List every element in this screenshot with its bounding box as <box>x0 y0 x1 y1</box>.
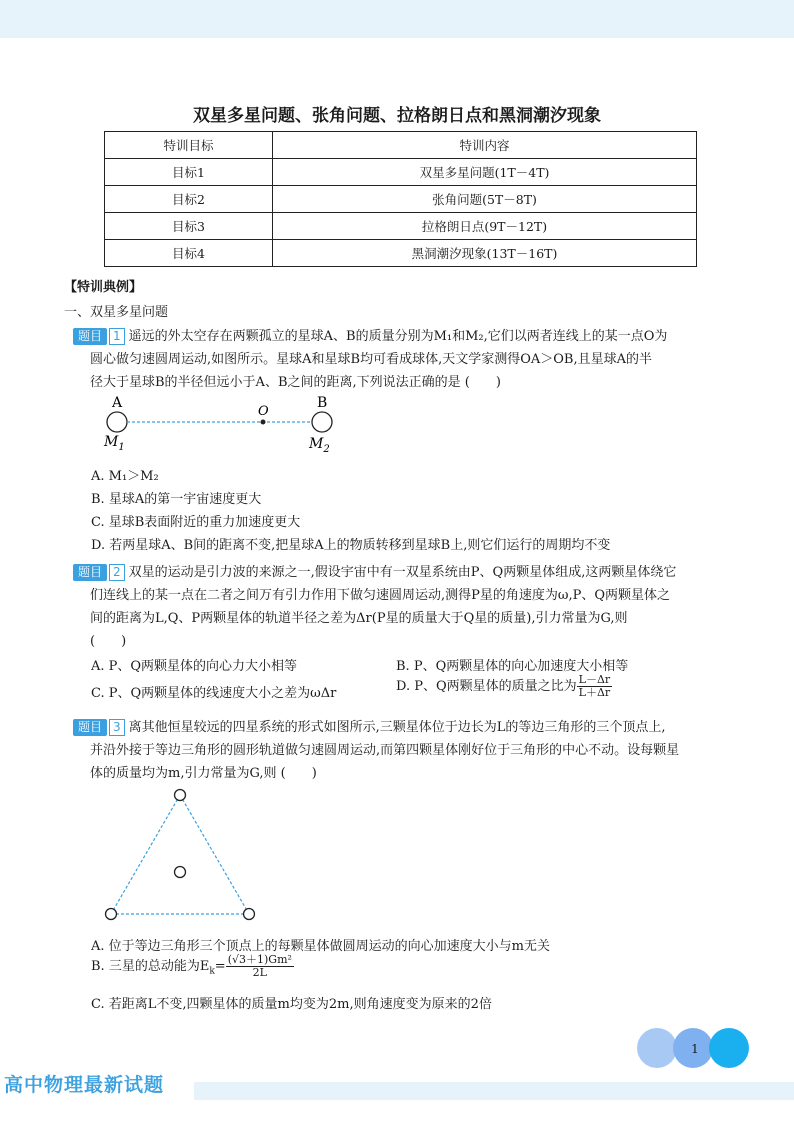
header-band <box>0 0 794 38</box>
table-row <box>105 213 697 240</box>
star-a-circle <box>107 412 127 432</box>
question-number: 3 <box>109 719 125 736</box>
star-a-label: A <box>112 395 123 411</box>
option-c: C. P、Q两颗星体的线速度大小之差为ωΔr <box>91 686 337 701</box>
fraction <box>226 954 294 979</box>
equals-sign: = <box>214 959 226 974</box>
question-text-line: 体的质量均为m,引力常量为G,则 ( ) <box>90 766 317 781</box>
triangle-edge <box>180 795 249 914</box>
center-point <box>261 420 266 425</box>
option-a: A. 位于等边三角形三个顶点上的每颗星体做圆周运动的向心加速度大小与m无关 <box>91 939 550 954</box>
page-circle-right <box>709 1028 749 1068</box>
binary-star-figure <box>95 392 355 462</box>
question-text-line: 双星的运动是引力波的来源之一,假设宇宙中有一双星系统由P、Q两颗星体组成,这两颗星体绕它 <box>128 565 677 580</box>
option-d <box>396 674 612 699</box>
question-text-line: 圆心做匀速圆周运动,如图所示。星球A和星球B均可看成球体,天文学家测得OA＞OB,且星球A的半 <box>90 352 652 367</box>
star-top <box>175 790 186 801</box>
question-text-line: 们连线上的某一点在二者之间万有引力作用下做匀速圆周运动,测得P星的角速度为ω,P、Q两颗星体之 <box>90 588 671 603</box>
page-circle-left <box>637 1028 677 1068</box>
table-header-cell: 特训目标 <box>105 132 273 159</box>
question-tag: 题目 <box>73 328 107 345</box>
fraction-denominator: 2L <box>252 966 267 979</box>
table-cell: 张角问题(5T－8T) <box>273 186 697 213</box>
question-text-line: 并沿外接于等边三角形的圆形轨道做匀速圆周运动,而第四颗星体刚好位于三角形的中心不动。设每颗星 <box>90 743 680 758</box>
page-title: 双星多星问题、张角问题、拉格朗日点和黑洞潮汐现象 <box>193 106 601 126</box>
mass-a-label <box>103 434 125 453</box>
option-b: B. P、Q两颗星体的向心加速度大小相等 <box>396 659 629 674</box>
question-text-line: ( ) <box>90 634 127 649</box>
star-b-circle <box>312 412 332 432</box>
question-text-line: 径大于星球B的半径但远小于A、B之间的距离,下列说法正确的是 ( ) <box>90 375 501 390</box>
question-text-line: 遥远的外太空存在两颗孤立的星球A、B的质量分别为M₁和M₂,它们以两者连线上的某一点O为 <box>128 329 668 344</box>
table-cell: 目标1 <box>105 159 273 186</box>
page-number: 1 <box>691 1042 699 1056</box>
star-b-label: B <box>317 395 328 411</box>
question-number: 1 <box>109 328 125 345</box>
option-a: A. P、Q两颗星体的向心力大小相等 <box>91 659 298 674</box>
fraction-numerator: L－Δr <box>578 673 611 686</box>
table-row <box>105 240 697 267</box>
center-o-label: O <box>258 404 269 419</box>
mass-b-subscript: 2 <box>323 444 330 455</box>
question-number: 2 <box>109 564 125 581</box>
four-star-figure <box>100 785 260 925</box>
star-center <box>175 867 186 878</box>
table-row <box>105 159 697 186</box>
star-bottom-right <box>244 909 255 920</box>
subsection-title: 一、双星多星问题 <box>64 305 169 320</box>
table-cell: 目标2 <box>105 186 273 213</box>
fraction-denominator: L＋Δr <box>578 686 611 699</box>
question-tag: 题目 <box>73 564 107 581</box>
subscript: k <box>209 966 215 977</box>
table-cell: 目标3 <box>105 213 273 240</box>
question-text-line: 间的距离为L,Q、P两颗星体的轨道半径之差为Δr(P星的质量大于Q星的质量),引力常量为G,则 <box>90 611 628 626</box>
question-tag: 题目 <box>73 719 107 736</box>
table-cell: 双星多星问题(1T－4T) <box>273 159 697 186</box>
mass-a-subscript: 1 <box>118 442 125 453</box>
question-3 <box>73 716 733 785</box>
question-1 <box>73 325 733 394</box>
table-cell: 黑洞潮汐现象(13T－16T) <box>273 240 697 267</box>
option-b <box>91 954 294 979</box>
option-b-text: B. 三星的总动能为E <box>91 959 210 974</box>
fraction-numerator: (√3＋1)Gm² <box>227 953 292 966</box>
option-c: C. 若距离L不变,四颗星体的质量m均变为2m,则角速度变为原来的2倍 <box>91 997 492 1012</box>
table-header-cell: 特训内容 <box>273 132 697 159</box>
mass-a-symbol: M <box>104 434 119 450</box>
option-d-text: D. P、Q两颗星体的质量之比为 <box>396 679 577 694</box>
footer-brand: 高中物理最新试题 <box>4 1074 165 1096</box>
footer-band <box>194 1082 794 1100</box>
mass-b-label <box>308 436 330 455</box>
triangle-edge <box>111 795 180 914</box>
table-cell: 拉格朗日点(9T－12T) <box>273 213 697 240</box>
question-2 <box>73 561 733 653</box>
table-row <box>105 186 697 213</box>
goals-table <box>104 131 697 267</box>
table-cell: 目标4 <box>105 240 273 267</box>
option-a: A. M₁＞M₂ <box>91 469 159 484</box>
section-header: 【特训典例】 <box>64 280 143 295</box>
table-header-row <box>105 132 697 159</box>
mass-b-symbol: M <box>309 436 324 452</box>
option-b: B. 星球A的第一宇宙速度更大 <box>91 492 262 507</box>
star-bottom-left <box>106 909 117 920</box>
option-c: C. 星球B表面附近的重力加速度更大 <box>91 515 301 530</box>
question-text-line: 离其他恒星较远的四星系统的形式如图所示,三颗星体位于边长为L的等边三角形的三个顶点上, <box>128 720 666 735</box>
option-d: D. 若两星球A、B间的距离不变,把星球A上的物质转移到星球B上,则它们运行的周期均不变 <box>91 538 611 553</box>
fraction <box>577 674 613 699</box>
